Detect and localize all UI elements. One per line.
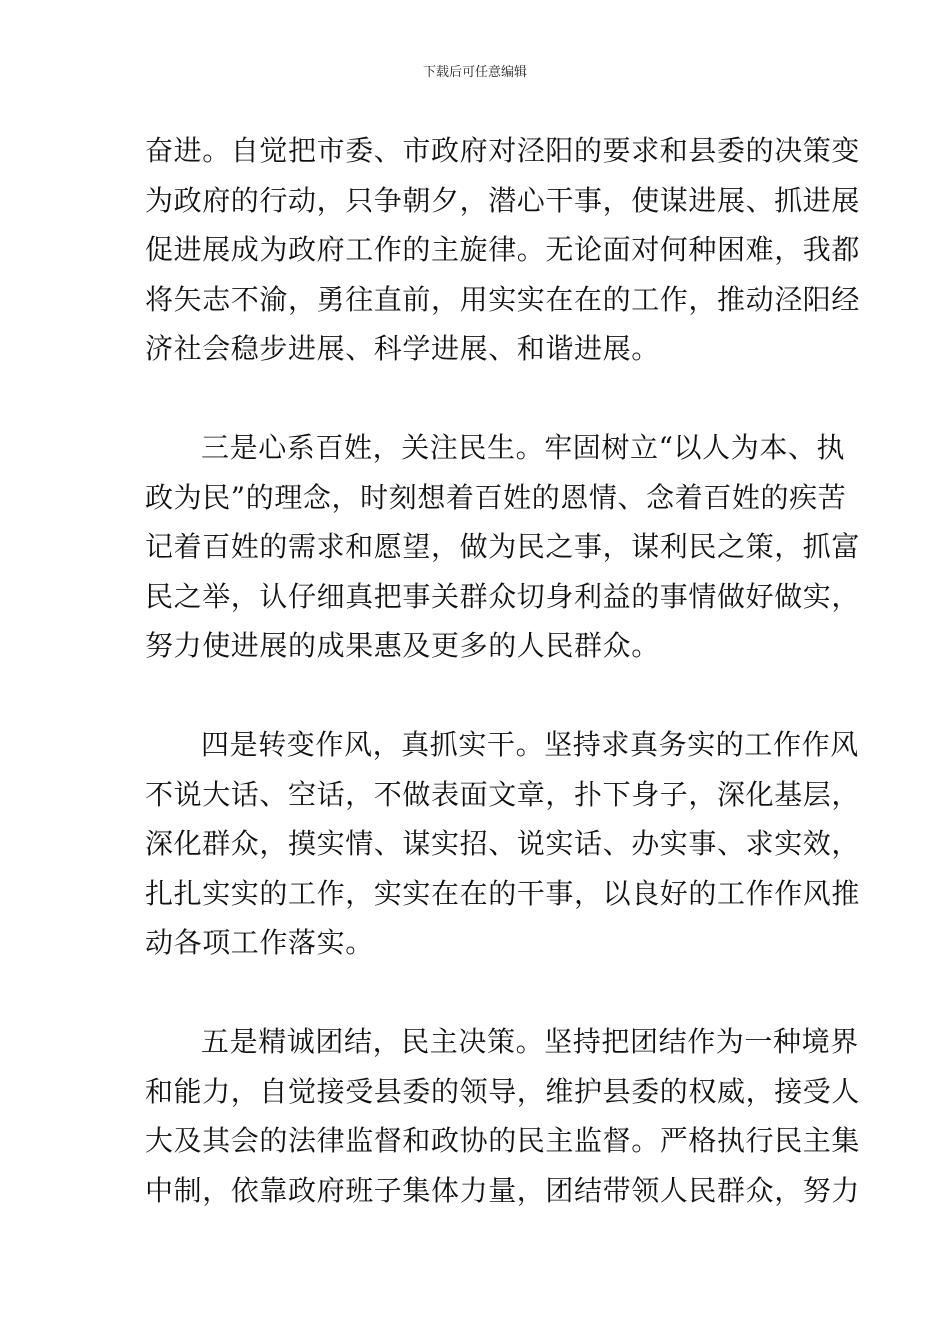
- paragraph-four: [145, 720, 861, 968]
- text-line: 深化群众，摸实情、谋实招、说实话、办实事、求实效，: [145, 827, 861, 860]
- text-line: 大及其会的法律监督和政协的民主监督。严格执行民主集: [145, 1124, 861, 1157]
- paragraph-five: [145, 1017, 861, 1215]
- text-line: 奋进。自觉把市委、市政府对泾阳的要求和县委的决策变: [145, 134, 861, 167]
- text-line: 和能力，自觉接受县委的领导，维护县委的权威，接受人: [145, 1074, 861, 1108]
- text-line: 四是转变作风，真抓实干。坚持求真务实的工作作风: [201, 728, 859, 761]
- text-line: 为政府的行动，只争朝夕，潜心干事，使谋进展、抓进展: [145, 183, 861, 217]
- paragraph-spacer: [145, 968, 807, 1018]
- text-line: 中制，依靠政府班子集体力量，团结带领人民群众，努力: [145, 1173, 861, 1207]
- paragraph-spacer: [145, 374, 807, 424]
- text-line: 政为民”的理念，时刻想着百姓的恩情、念着百姓的疾苦: [145, 480, 847, 514]
- text-line: 努力使进展的成果惠及更多的人民群众。: [145, 629, 660, 662]
- text-line: 促进展成为政府工作的主旋律。无论面对何种困难，我都: [145, 233, 861, 266]
- paragraph-continuation: [145, 126, 861, 374]
- text-line: 将矢志不渝，勇往直前，用实实在在的工作，推动泾阳经: [145, 282, 861, 316]
- text-line: 扎扎实实的工作，实实在在的干事，以良好的工作作风推: [145, 876, 861, 910]
- text-line: 三是心系百姓，关注民生。牢固树立“以人为本、执: [201, 431, 846, 464]
- paragraph-spacer: [145, 671, 807, 721]
- page-header: 下载后可任意编辑: [422, 65, 527, 80]
- text-line: 民之举，认仔细真把事关群众切身利益的事情做好做实，: [145, 579, 861, 613]
- text-line: 动各项工作落实。: [145, 926, 374, 959]
- document-body: [145, 126, 861, 1215]
- text-line: 五是精诚团结，民主决策。坚持把团结作为一种境界: [201, 1025, 859, 1058]
- paragraph-three: [145, 423, 861, 671]
- text-line: 记着百姓的需求和愿望，做为民之事，谋利民之策，抓富: [145, 530, 861, 563]
- text-line: 不说大话、空话，不做表面文章，扑下身子，深化基层，: [145, 777, 861, 811]
- text-line: 济社会稳步进展、科学进展、和谐进展。: [145, 332, 660, 365]
